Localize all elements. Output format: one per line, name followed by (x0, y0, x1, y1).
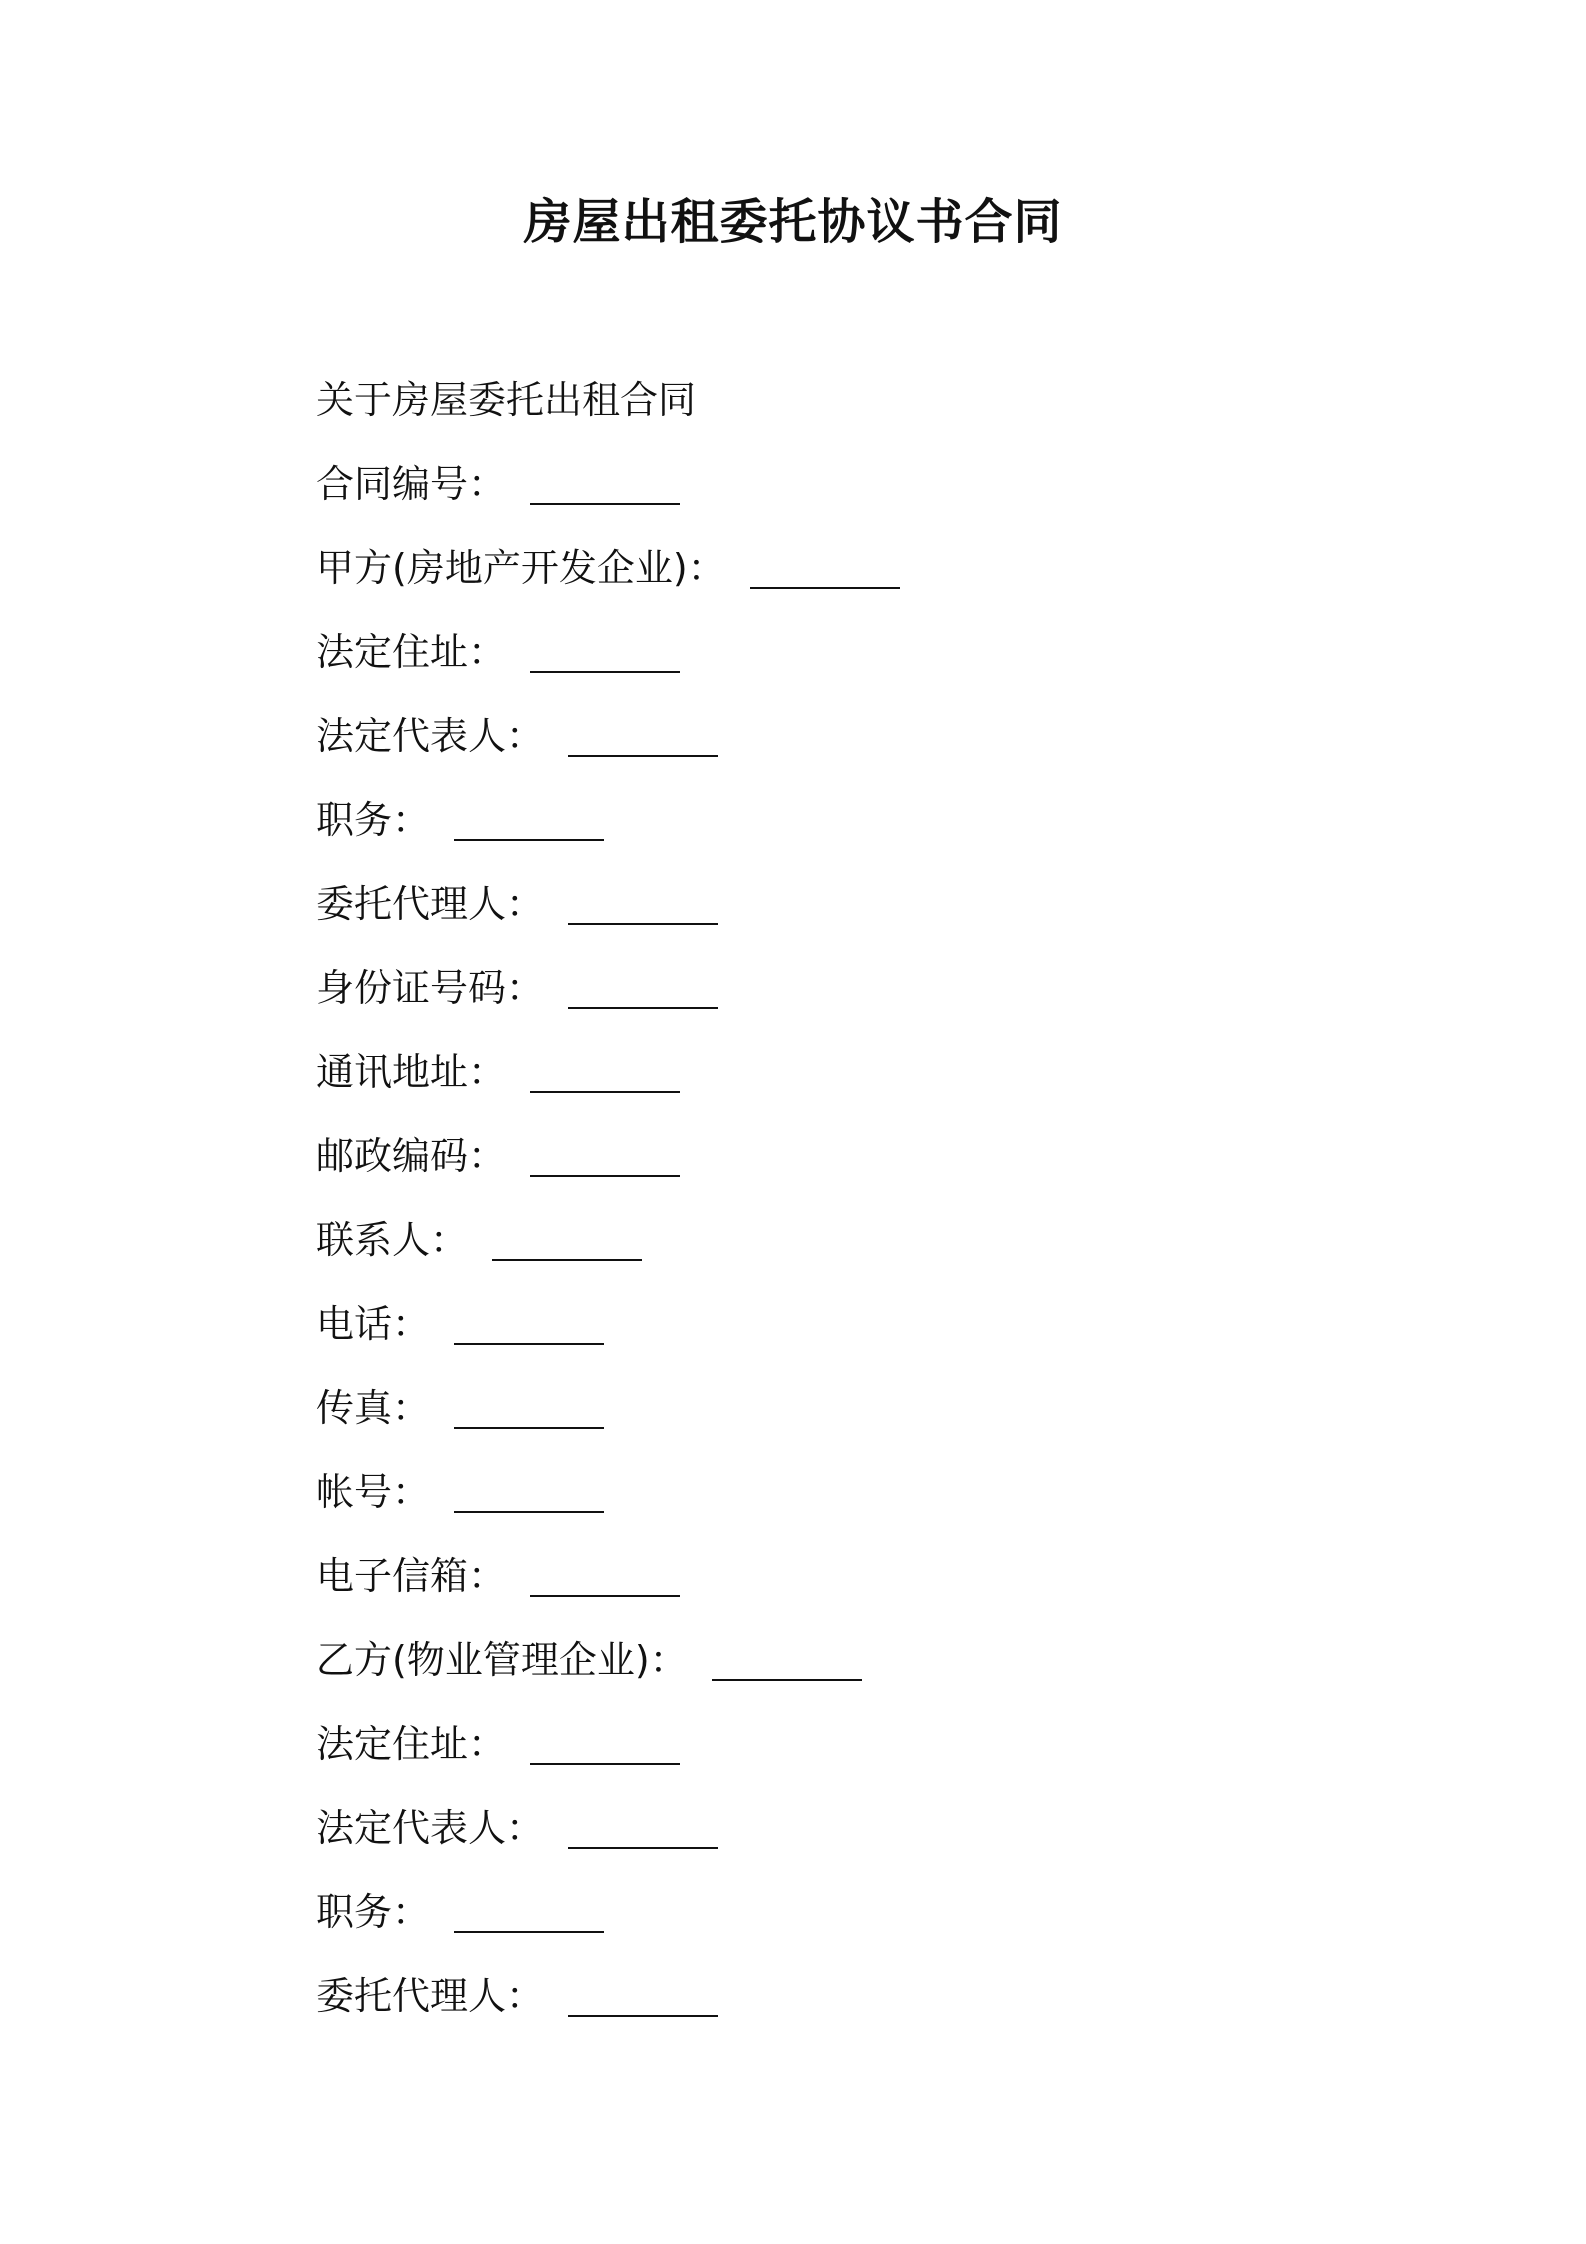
field-account (316, 1467, 1316, 1551)
blank-line (712, 1635, 862, 1681)
field-colon: ： (468, 1722, 507, 1766)
field-id-number (316, 963, 1316, 1047)
field-contact-person (316, 1215, 1316, 1299)
blank-line (454, 1299, 604, 1345)
field-colon: ： (468, 1554, 507, 1598)
field-party-b (316, 1635, 1316, 1719)
field-colon: ： (506, 1806, 545, 1850)
field-label: 合同编号 (316, 462, 469, 506)
field-label: 法定代表人 (316, 714, 507, 758)
blank-line (530, 1719, 680, 1765)
field-colon: ： (468, 1134, 507, 1178)
field-label: 传真 (316, 1386, 393, 1430)
blank-line (568, 1803, 718, 1849)
blank-line (454, 1887, 604, 1933)
field-label: 法定住址 (316, 1722, 469, 1766)
field-label: 电话 (316, 1302, 393, 1346)
field-label: 法定住址 (316, 630, 469, 674)
field-colon: ： (430, 1218, 469, 1262)
blank-line (530, 1047, 680, 1093)
field-party-a-agent (316, 879, 1316, 963)
field-colon: ： (506, 966, 545, 1010)
field-party-b-agent (316, 1971, 1316, 2055)
field-colon: ： (392, 1890, 431, 1934)
field-phone (316, 1299, 1316, 1383)
field-email (316, 1551, 1316, 1635)
field-colon: ： (392, 1302, 431, 1346)
field-colon: ： (687, 546, 726, 590)
field-label: 联系人 (316, 1218, 431, 1262)
field-party-b-representative (316, 1803, 1316, 1887)
field-label: 职务 (316, 1890, 393, 1934)
field-colon: ： (392, 1470, 431, 1514)
field-label: 电子信箱 (316, 1554, 469, 1598)
field-colon: ： (506, 1974, 545, 2018)
field-label: 邮政编码 (316, 1134, 469, 1178)
blank-line (568, 963, 718, 1009)
field-colon: ： (468, 462, 507, 506)
field-colon: ： (392, 1386, 431, 1430)
field-postal-code (316, 1131, 1316, 1215)
field-colon: ： (649, 1638, 688, 1682)
field-label: 委托代理人 (316, 882, 507, 926)
field-colon: ： (468, 630, 507, 674)
field-label: 职务 (316, 798, 393, 842)
blank-line (568, 879, 718, 925)
field-label: 甲方(房地产开发企业) (316, 546, 688, 590)
field-party-a-representative (316, 711, 1316, 795)
field-colon: ： (468, 1050, 507, 1094)
document-subtitle: 关于房屋委托出租合同 (316, 378, 697, 422)
field-colon: ： (392, 798, 431, 842)
blank-line (454, 1383, 604, 1429)
document-body (316, 375, 1316, 2055)
blank-line (492, 1215, 642, 1261)
field-party-b-position (316, 1887, 1316, 1971)
field-contract-number (316, 459, 1316, 543)
blank-line (568, 1971, 718, 2017)
field-label: 帐号 (316, 1470, 393, 1514)
blank-line (530, 1551, 680, 1597)
field-label: 通讯地址 (316, 1050, 469, 1094)
field-label: 身份证号码 (316, 966, 507, 1010)
blank-line (568, 711, 718, 757)
blank-line (530, 459, 680, 505)
field-label: 委托代理人 (316, 1974, 507, 2018)
field-colon: ： (506, 882, 545, 926)
blank-line (530, 627, 680, 673)
field-party-b-address (316, 1719, 1316, 1803)
field-party-a (316, 543, 1316, 627)
field-fax (316, 1383, 1316, 1467)
blank-line (750, 543, 900, 589)
document-title: 房屋出租委托协议书合同 (523, 194, 1063, 250)
blank-line (530, 1131, 680, 1177)
field-colon: ： (506, 714, 545, 758)
blank-line (454, 795, 604, 841)
field-party-a-position (316, 795, 1316, 879)
field-label: 法定代表人 (316, 1806, 507, 1850)
field-mailing-address (316, 1047, 1316, 1131)
field-label: 乙方(物业管理企业) (316, 1638, 650, 1682)
field-party-a-address (316, 627, 1316, 711)
blank-line (454, 1467, 604, 1513)
